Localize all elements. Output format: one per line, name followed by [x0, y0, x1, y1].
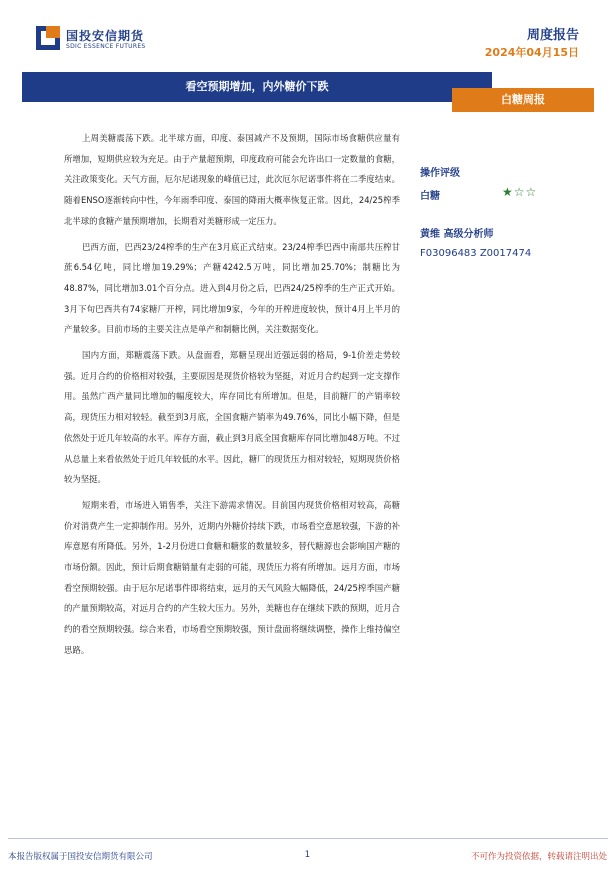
rating-row [420, 185, 590, 203]
analyst-certificate: F03096483 Z0017474 [420, 248, 532, 259]
footer-divider [8, 838, 608, 839]
footer-copyright: 本报告版权属于国投安信期货有限公司 [8, 852, 153, 862]
report-title: 看空预期增加，内外糖价下跌 [185, 80, 329, 93]
rating-stars-icon: ★☆☆ [502, 185, 538, 199]
report-body [64, 128, 400, 666]
title-banner [22, 72, 492, 102]
report-tag-label: 白糖周报 [501, 93, 545, 106]
analyst-name: 黄维 高级分析师 [420, 229, 494, 240]
report-date: 2024年04月15日 [484, 46, 579, 59]
sidebar-info [420, 164, 590, 259]
paragraph-brazil: 巴西方面，巴西23/24榨季的生产在3月底正式结束。23/24榨季巴西中南部共压榨甘蔗6.54亿吨，同比增加19.29%；产糖4242.5万吨，同比增加25.70%；制糖比为48.87%，同比增加3.01个百分点。进入到4月份之后，巴西24/25榨季的生产正式开始。3月下旬巴西共有74家糖厂开榨，同比增加9家，今年的开榨进度较快，预计4月上半月的产量较多。目前市场的主要关注点是单产和制糖比例，关注数据变化。 [64, 241, 400, 335]
paragraph-outlook: 短期来看，市场进入销售季，关注下游需求情况。目前国内现货价格相对较高，高糖价对消费产生一定抑制作用。另外，近期内外糖价持续下跌，市场看空意愿较强，下游的补库意愿有所降低。另外，1-2月份进口食糖和糖浆的数量较多，替代糖源也会影响国产糖的市场份额。因此，预计后期食糖销量有走弱的可能，现货压力将有所增加。远月方面，市场看空预期较强。由于厄尔尼诺事件即将结束，远月的天气风险大幅降低，24/25榨季国产糖的产量预期较高，对远月合约的产生较大压力。另外，美糖也存在继续下跌的预期，近月合约的看空预期较强。综合来看，市场看空预期较强，预计盘面将继续调整，操作上维持偏空思路。 [64, 499, 400, 655]
footer-disclaimer: 不可作为投资依据，转载请注明出处 [470, 852, 607, 862]
company-name-en: SDIC ESSENCE FUTURES [66, 43, 146, 50]
company-name-cn: 国投安信期货 [66, 29, 145, 43]
company-logo [36, 26, 236, 54]
report-tag [452, 88, 594, 112]
page-number: 1 [304, 850, 311, 860]
paragraph-us-sugar: 上周美糖震荡下跌。北半球方面，印度、泰国减产不及预期，国际市场食糖供应量有所增加，短期供应较为充足。由于产量超预期，印度政府可能会允许出口一定数量的食糖，关注政策变化。天气方面，厄尔尼诺现象的峰值已过，此次厄尔尼诺事件将在二季度结束。随着ENSO逐渐转向中性，今年雨季印度、泰国的降雨大概率恢复正常。因此，24/25榨季北半球的食糖产量预期增加，长期看对美糖形成一定压力。 [64, 133, 400, 226]
report-type: 周度报告 [526, 28, 579, 43]
logo-square-icon [36, 26, 60, 50]
product-name: 白糖 [420, 191, 440, 202]
rating-label: 操作评级 [420, 168, 460, 179]
paragraph-domestic: 国内方面，郑糖震荡下跌。从盘面看，郑糖呈现出近强远弱的格局，9-1价差走势较强。近月合约的价格相对较强，主要原因是现货价格较为坚挺，对近月合约起到一定支撑作用。虽然广西产量同比增加的幅度较大，库存同比有所增加。但是，目前糖厂的产销率较高，现货压力相对较轻。截至到3月底，全国食糖产销率为49.76%，同比小幅下降，但是依然处于近几年较高的水平。库存方面，截止到3月底全国食糖库存同比增加48万吨。不过从总量上来看依然处于近几年较低的水平。因此，糖厂的现货压力相对较轻，短期现货价格较为坚挺。 [64, 350, 400, 485]
